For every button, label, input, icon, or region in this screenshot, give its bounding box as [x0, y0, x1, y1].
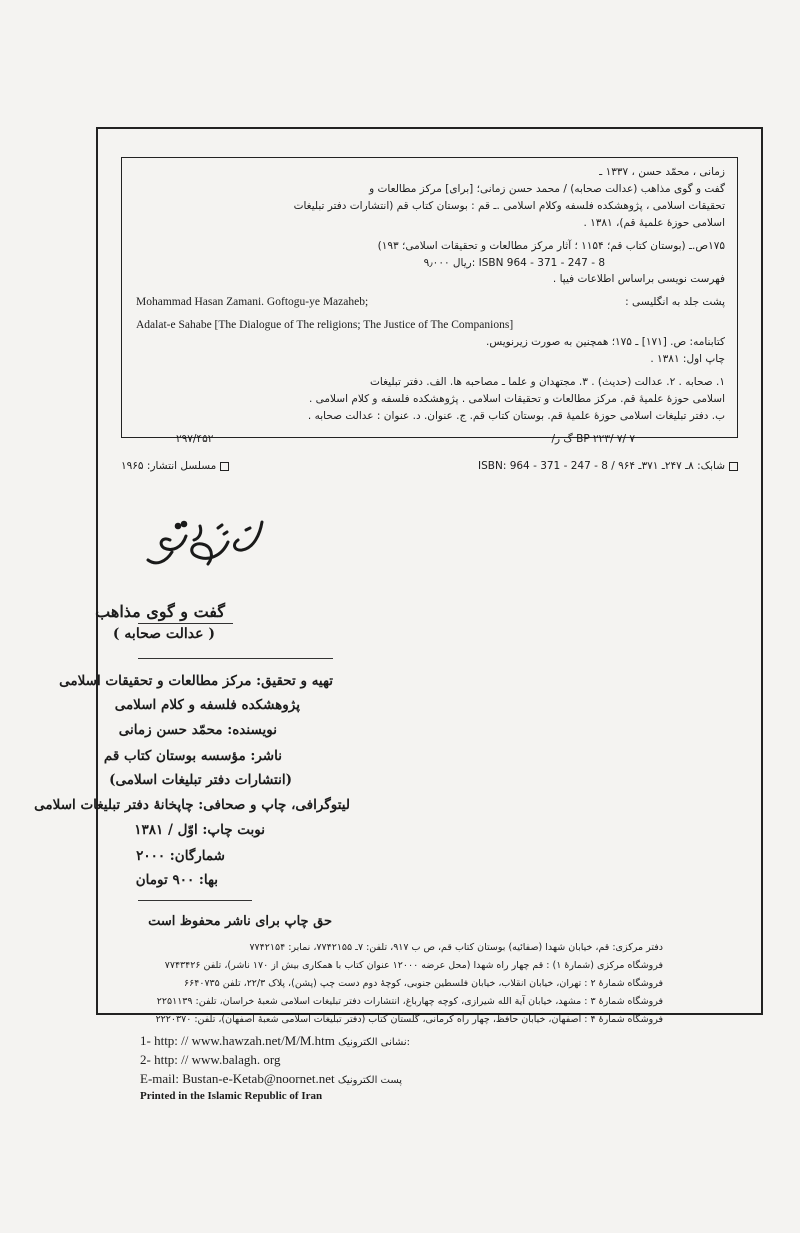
publisher-logo: [142, 512, 270, 574]
cip-line: اسلامی حوزهٔ علمیهٔ قم. مرکز مطالعات و تحقیقات اسلامی . پژوهشکده فلسفه و کلام اسلامی .: [308, 392, 725, 405]
cip-line: ۱. صحابه . ۲. عدالت (حدیث) . ۳. مجتهدان و علما ـ مصاحبه ها. الف. دفتر تبلیغات: [370, 375, 725, 388]
cip-box: [121, 157, 738, 445]
title-divider: [138, 623, 233, 624]
email-address: E-mail: Bustan-e-Ketab@noornet.net: [140, 1071, 335, 1086]
cip-line: پشت جلد به انگلیسی :: [625, 296, 725, 309]
price: بها: ۹۰۰ تومان: [135, 872, 218, 888]
printed-in: Printed in the Islamic Republic of Iran: [140, 1090, 323, 1102]
isbn-text: شابک: ۸ـ ۲۴۷ـ ۳۷۱ـ ۹۶۴ / ISBN: 964 - 371 - 247 - 8: [478, 460, 738, 472]
address-line: دفتر مرکزی: قم، خیابان شهدا (صفائیه) بوستان کتاب قم، ص ب ۹۱۷، تلفن: ۷ـ ۷۷۴۲۱۵۵، نمابر: ۷۷۴۲۱۵۴: [249, 942, 663, 953]
cip-dewey-number: ۲۹۷/۴۵۲: [176, 432, 214, 445]
address-line: فروشگاه شمارهٔ ۲ : تهران، خیابان انقلاب، خیابان فلسطین جنوبی، کوچهٔ دوم دست چپ (پشن)، پلاک ۲۲/۳، تلفن ۶۶۴۰۷۳۵: [184, 978, 663, 989]
prepared-by-dept: پژوهشکده فلسفه و کلام اسلامی: [114, 697, 300, 713]
publisher: ناشر: مؤسسه بوستان کتاب قم: [103, 748, 282, 764]
prepared-by: تهیه و تحقیق: مرکز مطالعات و تحقیقات اسلامی: [59, 673, 333, 689]
cip-line: کتابنامه: ص. [۱۷۱] ـ ۱۷۵؛ همچنین به صورت زیرنویس.: [486, 336, 725, 349]
cip-line: فهرست نویسی براساس اطلاعات فیپا .: [552, 273, 725, 286]
cip-classification: [136, 431, 725, 448]
cip-line: تحقیقات اسلامی ، پژوهشکده فلسفه وکلام اسلامی .ـ قم : بوستان کتاب قم (انتشارات دفتر تبلیغات: [293, 199, 725, 212]
address-line: فروشگاه شمارهٔ ۴ : اصفهان، خیابان حافظ، چهار راه کرمانی، گلستان کتاب (دفتر تبلیغات اسلامی شعبهٔ اصفهان)، تلفن: ۲۲۲۰۳۷۰: [155, 1014, 663, 1025]
cip-english-title: Mohammad Hasan Zamani. Goftogu-ye Mazaheb;: [136, 296, 369, 309]
price-divider: [138, 900, 252, 901]
copies: شمارگان: ۲۰۰۰: [136, 848, 225, 864]
printing-house: لیتوگرافی، چاپ و صحافی: چاپخانهٔ دفتر تبلیغات اسلامی: [34, 797, 350, 813]
serial-text: مسلسل انتشار: ۱۹۶۵: [121, 460, 229, 472]
cip-class-number: BP ۲۲۳/ ۷/ ۷ گ ز/: [551, 432, 635, 445]
copyright-notice: حق چاپ برای ناشر محفوظ است: [148, 914, 332, 929]
email-label: پست الکترونیک: [337, 1075, 403, 1086]
cip-english-row: [136, 294, 725, 311]
square-icon: [729, 462, 738, 471]
square-icon: [220, 462, 229, 471]
email: [140, 1071, 402, 1087]
website-1: [140, 1033, 410, 1049]
address-line: فروشگاه شمارهٔ ۳ : مشهد، خیابان آیة الله شیرازی، کوچه چهارباغ، انتشارات دفتر تبلیغات اسلامی شعبهٔ خراسان، تلفن: ۲۲۵۱۱۳۹: [156, 996, 663, 1007]
cip-line: گفت و گوی مذاهب (عدالت صحابه) / محمد حسن زمانی؛ [برای] مرکز مطالعات و: [369, 182, 725, 195]
cip-line: ISBN 964 - 371 - 247 - 8 :ریال ۹٫۰۰۰: [423, 256, 605, 269]
edition: نوبت چاپ: اوّل / ۱۳۸۱: [134, 822, 265, 838]
website-label: نشانی الکترونیک:: [338, 1037, 410, 1048]
cip-line: ۱۷۵ص.ـ (بوستان کتاب قم؛ ۱۱۵۴ ؛ آثار مرکز مطالعات و تحقیقات اسلامی؛ ۱۹۳): [377, 239, 725, 252]
book-title: گفت و گوی مذاهب: [95, 602, 225, 621]
cip-english-subtitle: Adalat-e Sahabe [The Dialogue of The religions; The Justice of The Companions]: [136, 319, 514, 332]
address-line: فروشگاه مرکزی (شمارهٔ ۱) : قم چهار راه شهدا (محل عرضه ۱۲۰۰۰ عنوان کتاب با همکاری بیش از ۱۷۰ ناشر)، تلفن ۷۷۴۳۴۲۶: [164, 960, 663, 971]
book-subtitle: ( عدالت صحابه ): [112, 626, 215, 642]
section-divider: [138, 658, 333, 659]
cip-line: زمانی ، محمّد حسن ، ۱۳۳۷ ـ: [599, 166, 725, 178]
isbn-bar: [121, 460, 738, 472]
website-1-url: 1- http: // www.hawzah.net/M/M.htm: [140, 1033, 335, 1048]
cip-line: اسلامی حوزهٔ علمیهٔ قم)، ۱۳۸۱ .: [583, 216, 725, 229]
cip-line: چاپ اول: ۱۳۸۱ .: [650, 353, 725, 366]
publisher-imprint: (انتشارات دفتر تبلیغات اسلامی): [109, 772, 292, 788]
author: نویسنده: محمّد حسن زمانی: [118, 722, 277, 738]
website-2: 2- http: // www.balagh. org: [140, 1052, 281, 1067]
cip-line: ب. دفتر تبلیغات اسلامی حوزهٔ علمیهٔ قم. بوستان کتاب قم. ج. عنوان. د. عنوان : عدالت صحابه .: [307, 409, 725, 422]
